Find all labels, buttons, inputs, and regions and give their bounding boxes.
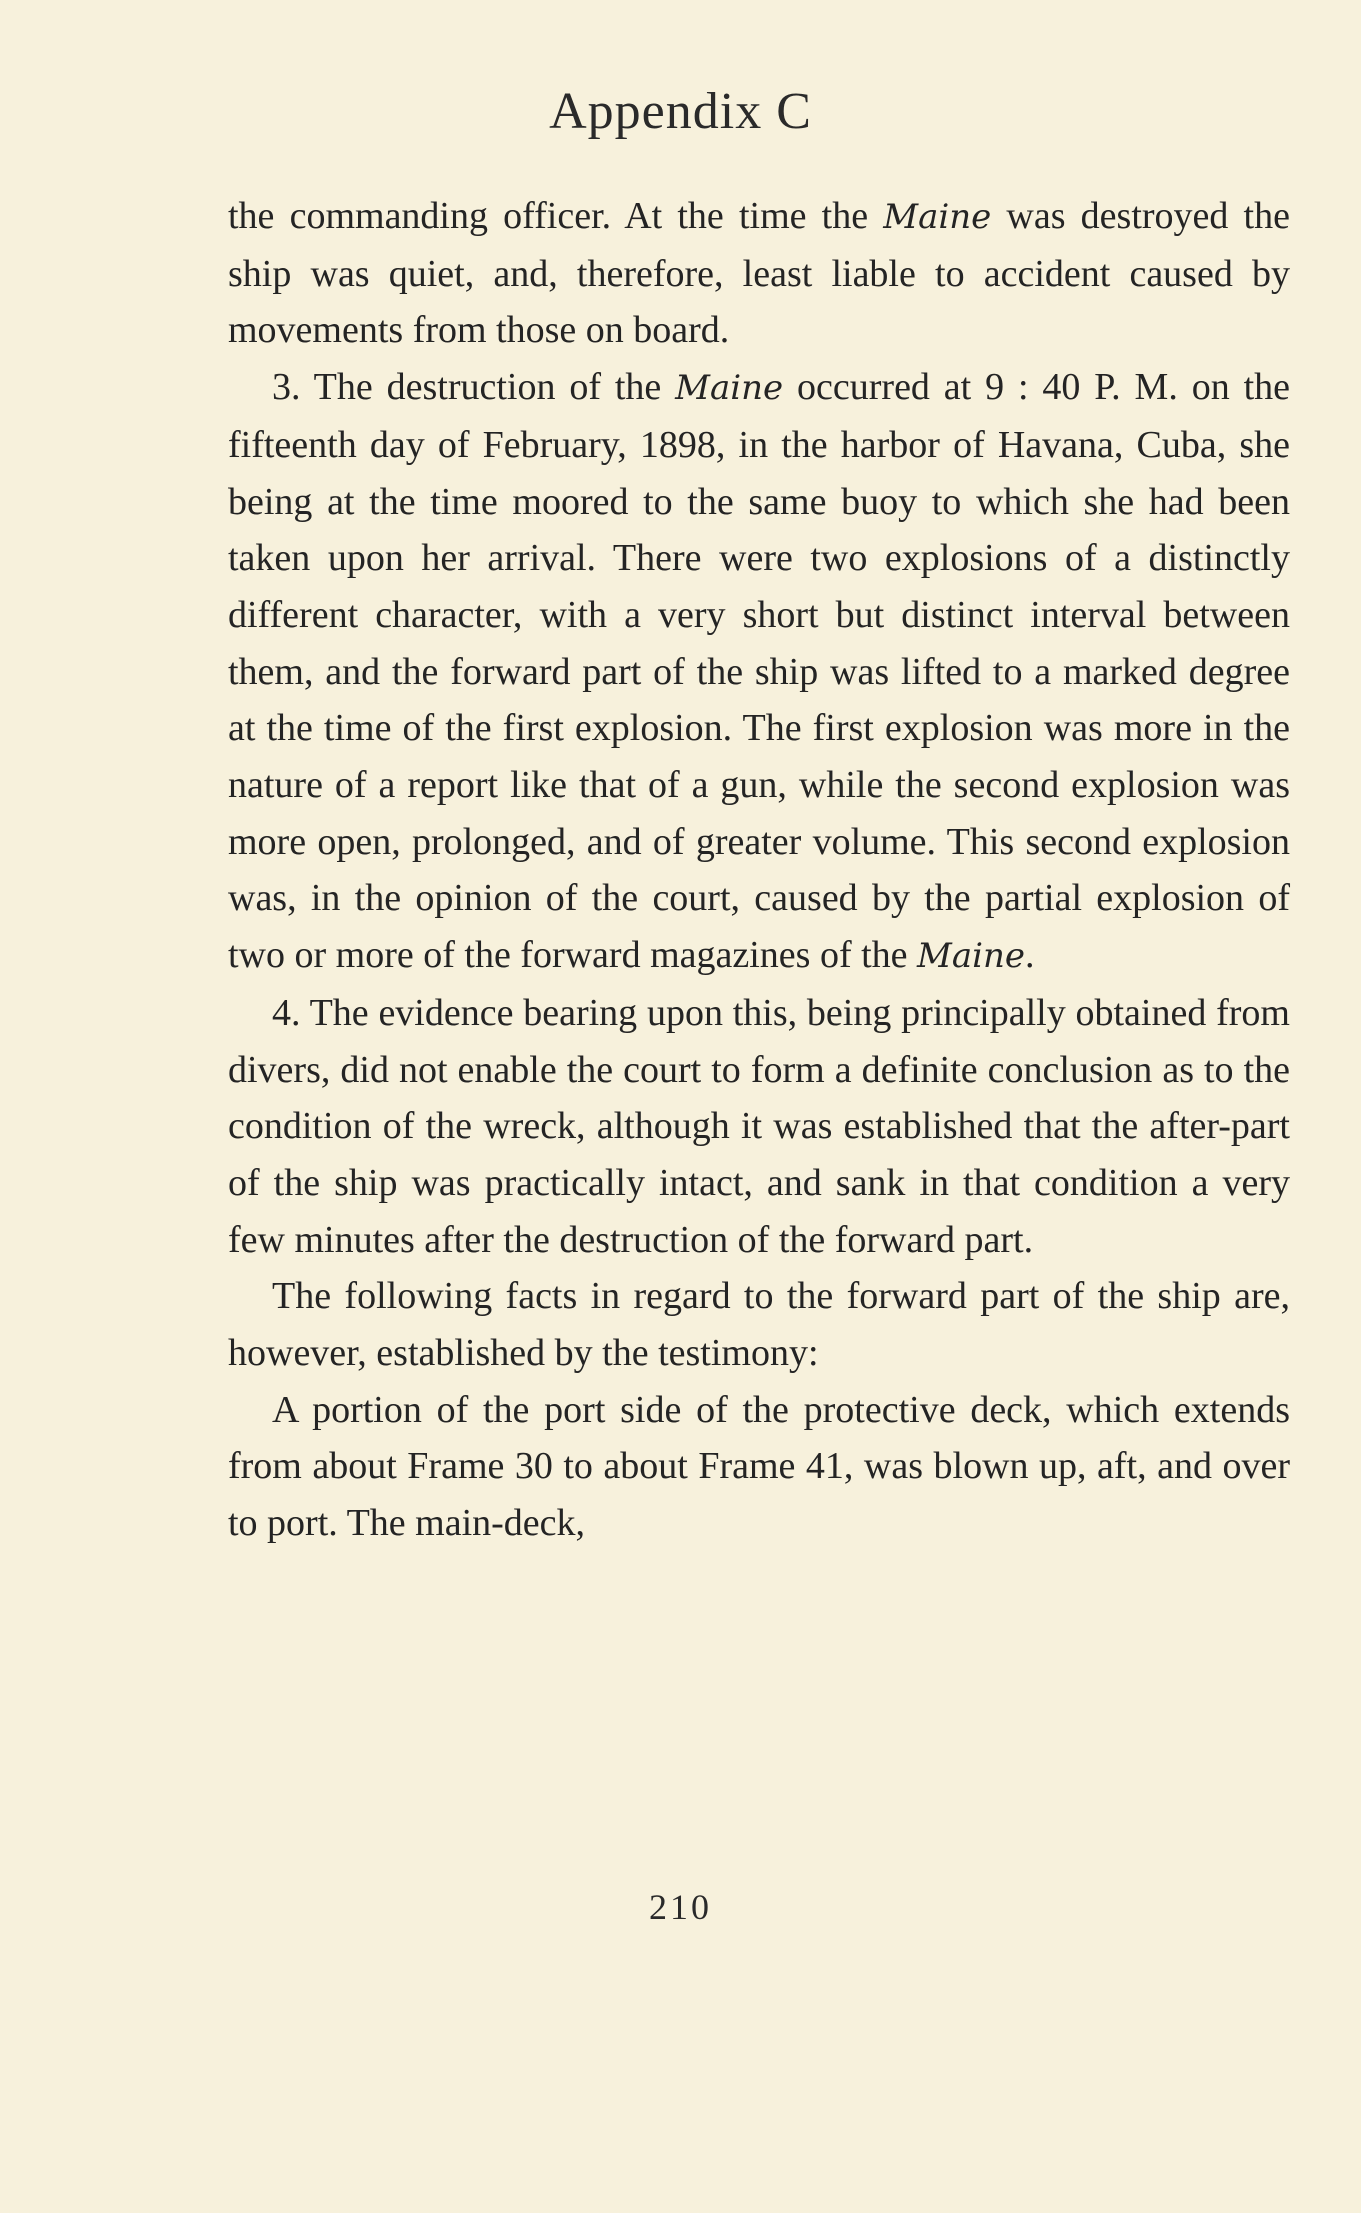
text-segment: occurred at 9 : 40 P. M. on the fifteenth day of February, 1898, in the harbor of Havana, Cuba, she being at the time moored to the same buoy to which she had been taken upon her arrival. There were two explosions of a distinctly different character, with a very short but distinct interval between them, and the forward part of the ship was lifted to a marked degree at the time of the first explosion. The first explosion was more in the nature of a report like that of a gun, while the second explosion was more open, prolonged, and of greater volume. This second explosion was, in the opinion of the court, caused by the partial explosion of two or more of the forward magazines of the <box>228 366 1290 977</box>
text-segment: 4. The evidence bearing upon this, being principally obtained from divers, did not enable the court to form a definite conclusion as to the condition of the wreck, although it was established that the after-part of the ship was practically intact, and sank in that condition a very few minutes after the destruction of the forward part. <box>228 991 1290 1261</box>
ship-name-italic: Maine <box>883 197 992 237</box>
text-segment: The following facts in regard to the forward part of the ship are, however, established by the testimony: <box>228 1275 1290 1375</box>
text-segment: A portion of the port side of the protective deck, which extends from about Frame 30 to about Frame 41, was blown up, aft, and over to port. The main-deck, <box>228 1388 1290 1545</box>
paragraph-commanding-officer <box>228 188 1290 359</box>
text-segment: . <box>1025 934 1035 977</box>
paragraph-3-destruction <box>228 359 1290 985</box>
body-text <box>228 188 1290 1552</box>
paragraph-4-evidence <box>228 985 1290 1269</box>
paragraph-following-facts <box>228 1268 1290 1381</box>
page-number: 210 <box>649 1887 712 1927</box>
ship-name-italic: Maine <box>675 368 784 409</box>
paragraph-protective-deck <box>228 1382 1290 1552</box>
text-segment: 3. The destruction of the <box>272 366 676 409</box>
ship-name-italic: Maine <box>917 936 1026 977</box>
text-segment: the commanding officer. At the time the <box>228 195 884 237</box>
running-head: Appendix C <box>549 83 812 140</box>
text-segment: was destroyed the ship was quiet, and, therefore, least liable to accident caused by movements from those on board. <box>228 195 1290 352</box>
